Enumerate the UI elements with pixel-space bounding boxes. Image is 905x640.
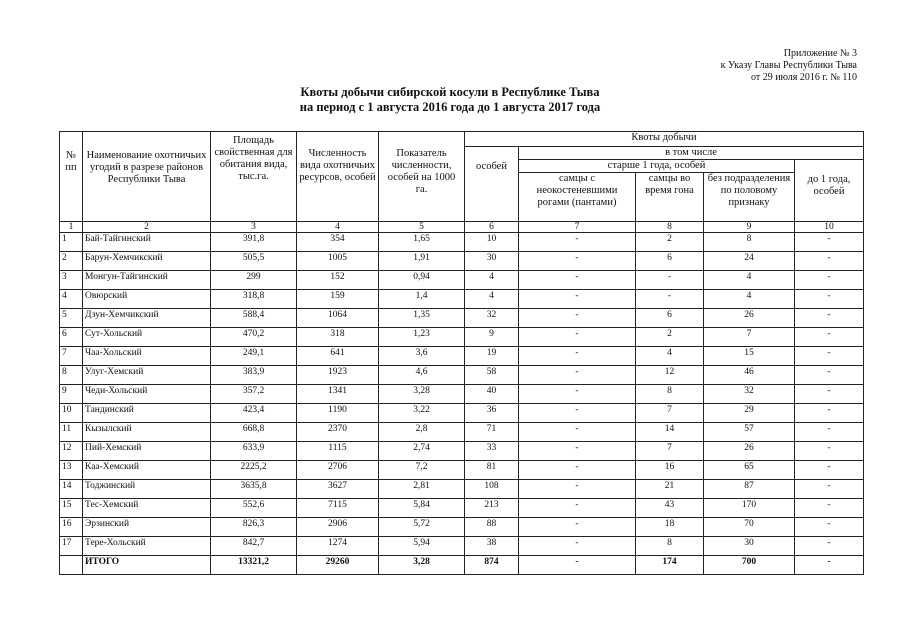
males-rut-cell: 8 [636,537,704,556]
title-line-2: на период с 1 августа 2016 года до 1 августа 2017 года [299,100,601,114]
index-cell: 3,28 [379,385,465,404]
no-sex-cell: 7 [704,328,795,347]
district-name: Сут-Хольский [83,328,211,347]
males-rut-cell: 18 [636,518,704,537]
males-rut-cell: 2 [636,233,704,252]
males-rut-cell: 7 [636,442,704,461]
males-antlers-cell: - [519,328,636,347]
quota-table [59,131,864,575]
under1-cell: - [795,556,864,575]
males-antlers-cell: - [519,480,636,499]
males-antlers-cell: - [519,385,636,404]
row-number: 4 [60,290,83,309]
appendix-line-1: Приложение № 3 [783,48,857,59]
index-cell: 7,2 [379,461,465,480]
index-cell: 0,94 [379,271,465,290]
table-row [60,233,864,252]
under1-cell: - [795,385,864,404]
district-name: Пий-Хемский [83,442,211,461]
no-sex-cell: 57 [704,423,795,442]
row-number: 14 [60,480,83,499]
index-cell: 2,81 [379,480,465,499]
males-rut-cell: 4 [636,347,704,366]
individuals-cell: 71 [465,423,519,442]
header-name: Наименование охотничьих угодий в разрезе районов Республики Тыва [83,132,211,222]
no-sex-cell: 46 [704,366,795,385]
individuals-cell: 40 [465,385,519,404]
males-antlers-cell: - [519,233,636,252]
header-count: Численность вида охотничьих ресурсов, особей [297,132,379,222]
no-sex-cell: 700 [704,556,795,575]
header-including: в том числе [519,147,864,160]
document-title [200,85,700,115]
column-number: 10 [795,222,864,233]
under1-cell: - [795,366,864,385]
count-cell: 1341 [297,385,379,404]
index-cell: 1,4 [379,290,465,309]
area-cell: 423,4 [211,404,297,423]
table-row [60,480,864,499]
area-cell: 3635,8 [211,480,297,499]
under1-cell: - [795,347,864,366]
table-row [60,385,864,404]
index-cell: 2,74 [379,442,465,461]
index-cell: 3,6 [379,347,465,366]
individuals-cell: 108 [465,480,519,499]
count-cell: 318 [297,328,379,347]
count-cell: 2706 [297,461,379,480]
count-cell: 159 [297,290,379,309]
row-number: 3 [60,271,83,290]
under1-cell: - [795,537,864,556]
males-antlers-cell: - [519,442,636,461]
individuals-cell: 81 [465,461,519,480]
column-number: 4 [297,222,379,233]
table-row [60,328,864,347]
males-antlers-cell: - [519,537,636,556]
males-antlers-cell: - [519,252,636,271]
appendix-note [597,48,857,84]
column-number: 7 [519,222,636,233]
under1-cell: - [795,252,864,271]
district-name: Кызылский [83,423,211,442]
row-number: 2 [60,252,83,271]
header-index: Показатель численности, особей на 1000 га. [379,132,465,222]
row-number: 16 [60,518,83,537]
count-cell: 29260 [297,556,379,575]
district-name: Тес-Хемский [83,499,211,518]
row-number: 17 [60,537,83,556]
area-cell: 588,4 [211,309,297,328]
males-rut-cell: 21 [636,480,704,499]
table-row [60,366,864,385]
count-cell: 354 [297,233,379,252]
count-cell: 1274 [297,537,379,556]
area-cell: 470,2 [211,328,297,347]
index-cell: 5,72 [379,518,465,537]
appendix-line-3: от 29 июля 2016 г. № 110 [750,72,857,83]
no-sex-cell: 32 [704,385,795,404]
area-cell: 552,6 [211,499,297,518]
header-males-antlers: самцы с неокостеневшими рогами (пантами) [519,173,636,222]
table-header [60,132,864,233]
males-antlers-cell: - [519,347,636,366]
area-cell: 505,5 [211,252,297,271]
table-row [60,537,864,556]
count-cell: 3627 [297,480,379,499]
table-row [60,252,864,271]
area-cell: 318,8 [211,290,297,309]
no-sex-cell: 8 [704,233,795,252]
under1-cell: - [795,309,864,328]
individuals-cell: 38 [465,537,519,556]
row-number: 8 [60,366,83,385]
area-cell: 842,7 [211,537,297,556]
district-name: Тоджинский [83,480,211,499]
males-antlers-cell: - [519,499,636,518]
area-cell: 391,8 [211,233,297,252]
no-sex-cell: 170 [704,499,795,518]
header-males-rut: самцы во время гона [636,173,704,222]
individuals-cell: 30 [465,252,519,271]
column-number: 5 [379,222,465,233]
index-cell: 5,94 [379,537,465,556]
column-numbers-row [60,222,864,233]
count-cell: 1115 [297,442,379,461]
individuals-cell: 874 [465,556,519,575]
area-cell: 357,2 [211,385,297,404]
under1-cell: - [795,404,864,423]
individuals-cell: 58 [465,366,519,385]
count-cell: 1190 [297,404,379,423]
no-sex-cell: 4 [704,290,795,309]
column-number: 9 [704,222,795,233]
district-name: Тандинский [83,404,211,423]
column-number: 3 [211,222,297,233]
under1-cell: - [795,328,864,347]
count-cell: 1005 [297,252,379,271]
under1-cell: - [795,271,864,290]
no-sex-cell: 26 [704,309,795,328]
area-cell: 299 [211,271,297,290]
males-rut-cell: - [636,271,704,290]
individuals-cell: 4 [465,271,519,290]
district-name: Каа-Хемский [83,461,211,480]
no-sex-cell: 26 [704,442,795,461]
individuals-cell: 19 [465,347,519,366]
row-number: 10 [60,404,83,423]
under1-cell: - [795,461,864,480]
table-body [60,233,864,575]
row-number: 13 [60,461,83,480]
district-name: Овюрский [83,290,211,309]
area-cell: 13321,2 [211,556,297,575]
males-antlers-cell: - [519,518,636,537]
column-number: 1 [60,222,83,233]
index-cell: 3,28 [379,556,465,575]
count-cell: 152 [297,271,379,290]
district-name: Бай-Тайгинский [83,233,211,252]
header-individuals: особей [465,147,519,222]
row-number: 9 [60,385,83,404]
area-cell: 2225,2 [211,461,297,480]
under1-cell: - [795,480,864,499]
row-number: 12 [60,442,83,461]
column-number: 6 [465,222,519,233]
no-sex-cell: 70 [704,518,795,537]
header-no-sex: без подразделения по половому признаку [704,173,795,222]
under1-cell: - [795,518,864,537]
table-row [60,518,864,537]
row-number: 5 [60,309,83,328]
males-antlers-cell: - [519,423,636,442]
under1-cell: - [795,290,864,309]
count-cell: 641 [297,347,379,366]
row-number: 7 [60,347,83,366]
column-number: 8 [636,222,704,233]
individuals-cell: 4 [465,290,519,309]
males-antlers-cell: - [519,271,636,290]
district-name: Улуг-Хемский [83,366,211,385]
males-antlers-cell: - [519,404,636,423]
district-name: Чеди-Хольский [83,385,211,404]
males-rut-cell: 8 [636,385,704,404]
under1-cell: - [795,442,864,461]
males-rut-cell: 12 [636,366,704,385]
under1-cell: - [795,233,864,252]
under1-cell: - [795,499,864,518]
title-line-1: Квоты добычи сибирской косули в Республике Тыва [300,85,600,99]
area-cell: 383,9 [211,366,297,385]
under1-cell: - [795,423,864,442]
no-sex-cell: 24 [704,252,795,271]
index-cell: 2,8 [379,423,465,442]
count-cell: 7115 [297,499,379,518]
males-rut-cell: 6 [636,309,704,328]
individuals-cell: 88 [465,518,519,537]
table-row [60,347,864,366]
row-number: 6 [60,328,83,347]
index-cell: 3,22 [379,404,465,423]
males-rut-cell: - [636,290,704,309]
index-cell: 1,65 [379,233,465,252]
table-row [60,290,864,309]
table-row [60,309,864,328]
count-cell: 1923 [297,366,379,385]
males-rut-cell: 6 [636,252,704,271]
males-rut-cell: 2 [636,328,704,347]
header-quotas: Квоты добычи [465,132,864,147]
area-cell: 668,8 [211,423,297,442]
index-cell: 4,6 [379,366,465,385]
no-sex-cell: 15 [704,347,795,366]
table-row [60,271,864,290]
index-cell: 1,91 [379,252,465,271]
males-antlers-cell: - [519,290,636,309]
district-name: Дзун-Хемчикский [83,309,211,328]
individuals-cell: 213 [465,499,519,518]
district-name: Эрзинский [83,518,211,537]
table-row [60,461,864,480]
header-area: Площадь свойственная для обитания вида, тыс.га. [211,132,297,222]
males-antlers-cell: - [519,461,636,480]
no-sex-cell: 30 [704,537,795,556]
district-name: Барун-Хемчикский [83,252,211,271]
no-sex-cell: 87 [704,480,795,499]
area-cell: 633,9 [211,442,297,461]
district-name: Чаа-Хольский [83,347,211,366]
males-rut-cell: 7 [636,404,704,423]
index-cell: 1,35 [379,309,465,328]
individuals-cell: 36 [465,404,519,423]
individuals-cell: 32 [465,309,519,328]
district-name: Монгун-Тайгинский [83,271,211,290]
no-sex-cell: 65 [704,461,795,480]
males-rut-cell: 14 [636,423,704,442]
males-antlers-cell: - [519,309,636,328]
males-antlers-cell: - [519,366,636,385]
individuals-cell: 9 [465,328,519,347]
males-antlers-cell: - [519,556,636,575]
row-number: 15 [60,499,83,518]
males-rut-cell: 43 [636,499,704,518]
row-number: 1 [60,233,83,252]
header-no: № пп [60,132,83,222]
index-cell: 1,23 [379,328,465,347]
index-cell: 5,84 [379,499,465,518]
district-name: Тере-Хольский [83,537,211,556]
header-under1: до 1 года, особей [795,160,864,222]
row-number [60,556,83,575]
row-number: 11 [60,423,83,442]
individuals-cell: 10 [465,233,519,252]
table-row [60,499,864,518]
individuals-cell: 33 [465,442,519,461]
column-number: 2 [83,222,211,233]
total-row [60,556,864,575]
males-rut-cell: 174 [636,556,704,575]
header-older: старше 1 года, особей [519,160,795,173]
appendix-line-2: к Указу Главы Республики Тыва [720,60,857,71]
table-row [60,423,864,442]
district-name: ИТОГО [83,556,211,575]
males-rut-cell: 16 [636,461,704,480]
area-cell: 249,1 [211,347,297,366]
count-cell: 2906 [297,518,379,537]
area-cell: 826,3 [211,518,297,537]
table-row [60,442,864,461]
no-sex-cell: 4 [704,271,795,290]
count-cell: 1064 [297,309,379,328]
no-sex-cell: 29 [704,404,795,423]
count-cell: 2370 [297,423,379,442]
table-row [60,404,864,423]
